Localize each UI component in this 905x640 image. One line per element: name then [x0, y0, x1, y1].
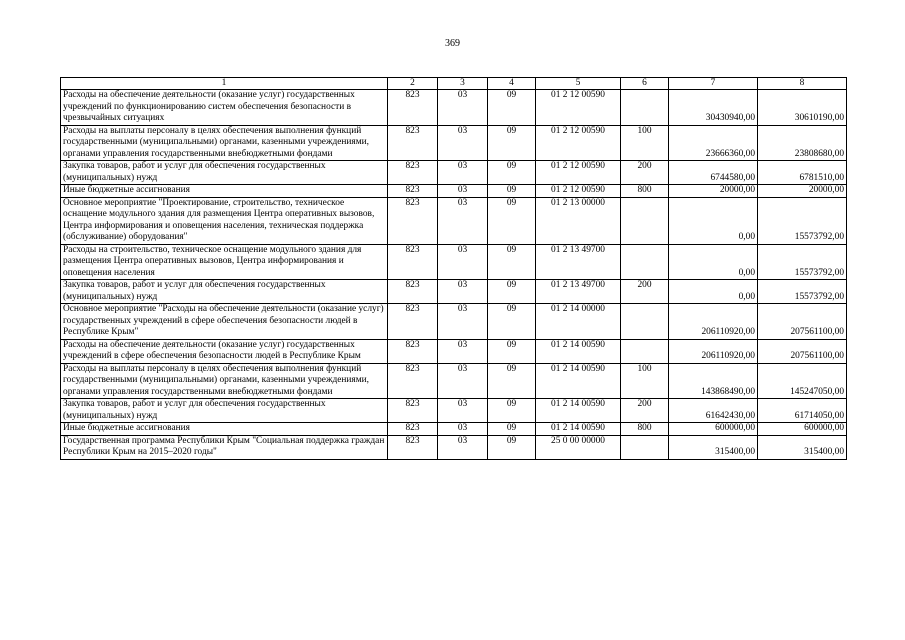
row-amount-7: 206110920,00	[669, 339, 758, 363]
table-row	[61, 435, 847, 459]
row-code-3: 03	[438, 399, 488, 423]
row-name: Основное мероприятие "Проектирование, строительство, техническое оснащение модульного здания для размещения Центра оперативных вызовов, Центра информирования и оповещения населения, техническая поддержка (обслуживание) оборудования"	[61, 197, 388, 244]
row-amount-7: 600000,00	[669, 423, 758, 436]
table-row	[61, 399, 847, 423]
row-code-4: 09	[488, 423, 536, 436]
row-amount-8: 600000,00	[758, 423, 847, 436]
row-code-3: 03	[438, 90, 488, 126]
row-name: Закупка товаров, работ и услуг для обеспечения государственных (муниципальных) нужд	[61, 399, 388, 423]
table-row	[61, 280, 847, 304]
row-code-4: 09	[488, 363, 536, 399]
row-amount-7: 0,00	[669, 244, 758, 280]
table-row	[61, 125, 847, 161]
row-amount-7: 61642430,00	[669, 399, 758, 423]
row-amount-8: 207561100,00	[758, 304, 847, 340]
row-name: Расходы на выплаты персоналу в целях обеспечения выполнения функций государственными (муниципальными) органами, казенными учреждениями, органами управления государственными внебюджетными фондами	[61, 363, 388, 399]
row-code-6: 800	[621, 423, 669, 436]
row-code-5: 25 0 00 00000	[536, 435, 621, 459]
row-code-3: 03	[438, 244, 488, 280]
row-code-2: 823	[388, 423, 438, 436]
row-code-3: 03	[438, 363, 488, 399]
row-amount-7: 315400,00	[669, 435, 758, 459]
row-code-4: 09	[488, 197, 536, 244]
row-code-6: 800	[621, 185, 669, 198]
row-code-6	[621, 197, 669, 244]
row-code-4: 09	[488, 125, 536, 161]
row-amount-7: 206110920,00	[669, 304, 758, 340]
row-amount-7: 30430940,00	[669, 90, 758, 126]
row-amount-8: 15573792,00	[758, 197, 847, 244]
row-code-2: 823	[388, 197, 438, 244]
table-row	[61, 339, 847, 363]
table-row	[61, 197, 847, 244]
row-code-4: 09	[488, 280, 536, 304]
row-code-5: 01 2 12 00590	[536, 90, 621, 126]
row-code-3: 03	[438, 125, 488, 161]
row-name: Расходы на выплаты персоналу в целях обеспечения выполнения функций государственными (муниципальными) органами, казенными учреждениями, органами управления государственными внебюджетными фондами	[61, 125, 388, 161]
row-code-3: 03	[438, 304, 488, 340]
row-code-6	[621, 244, 669, 280]
row-amount-8: 15573792,00	[758, 244, 847, 280]
row-code-5: 01 2 12 00590	[536, 161, 621, 185]
header-cell-2: 2	[388, 78, 438, 90]
row-name: Закупка товаров, работ и услуг для обеспечения государственных (муниципальных) нужд	[61, 161, 388, 185]
row-amount-7: 0,00	[669, 280, 758, 304]
row-code-2: 823	[388, 363, 438, 399]
row-code-5: 01 2 14 00590	[536, 423, 621, 436]
row-code-5: 01 2 13 49700	[536, 244, 621, 280]
row-code-6: 100	[621, 125, 669, 161]
row-code-5: 01 2 13 00000	[536, 197, 621, 244]
row-code-4: 09	[488, 435, 536, 459]
row-code-5: 01 2 14 00590	[536, 399, 621, 423]
row-code-2: 823	[388, 125, 438, 161]
row-code-3: 03	[438, 280, 488, 304]
row-code-6: 200	[621, 161, 669, 185]
row-amount-8: 30610190,00	[758, 90, 847, 126]
row-code-5: 01 2 13 49700	[536, 280, 621, 304]
page-number: 369	[445, 38, 460, 49]
row-code-4: 09	[488, 339, 536, 363]
row-amount-7: 23666360,00	[669, 125, 758, 161]
row-code-6	[621, 339, 669, 363]
row-code-6: 100	[621, 363, 669, 399]
row-code-4: 09	[488, 161, 536, 185]
table-row	[61, 423, 847, 436]
table-row	[61, 161, 847, 185]
header-cell-8: 8	[758, 78, 847, 90]
row-amount-8: 207561100,00	[758, 339, 847, 363]
table-row	[61, 304, 847, 340]
row-code-4: 09	[488, 90, 536, 126]
row-code-6	[621, 435, 669, 459]
row-name: Иные бюджетные ассигнования	[61, 185, 388, 198]
header-row	[61, 78, 847, 90]
budget-table	[60, 77, 847, 460]
row-name: Расходы на обеспечение деятельности (оказание услуг) государственных учреждений в сфере обеспечения безопасности людей в Республике Крым	[61, 339, 388, 363]
header-cell-3: 3	[438, 78, 488, 90]
row-code-2: 823	[388, 90, 438, 126]
row-code-5: 01 2 14 00590	[536, 363, 621, 399]
row-code-3: 03	[438, 339, 488, 363]
row-amount-8: 23808680,00	[758, 125, 847, 161]
header-cell-5: 5	[536, 78, 621, 90]
row-code-5: 01 2 14 00590	[536, 339, 621, 363]
row-code-6	[621, 90, 669, 126]
header-cell-1: 1	[61, 78, 388, 90]
row-code-2: 823	[388, 399, 438, 423]
row-amount-8: 145247050,00	[758, 363, 847, 399]
row-code-3: 03	[438, 197, 488, 244]
table-row	[61, 244, 847, 280]
row-code-6	[621, 304, 669, 340]
row-code-3: 03	[438, 423, 488, 436]
row-code-3: 03	[438, 161, 488, 185]
row-code-5: 01 2 12 00590	[536, 125, 621, 161]
table-row	[61, 90, 847, 126]
row-amount-8: 6781510,00	[758, 161, 847, 185]
row-amount-7: 6744580,00	[669, 161, 758, 185]
table-row	[61, 363, 847, 399]
row-name: Иные бюджетные ассигнования	[61, 423, 388, 436]
row-name: Основное мероприятие "Расходы на обеспечение деятельности (оказание услуг) государственных учреждений в сфере обеспечения безопасности людей в Республике Крым"	[61, 304, 388, 340]
row-code-6: 200	[621, 399, 669, 423]
row-code-4: 09	[488, 244, 536, 280]
header-cell-6: 6	[621, 78, 669, 90]
row-code-2: 823	[388, 161, 438, 185]
row-amount-7: 20000,00	[669, 185, 758, 198]
row-code-3: 03	[438, 185, 488, 198]
row-name: Закупка товаров, работ и услуг для обеспечения государственных (муниципальных) нужд	[61, 280, 388, 304]
table-row	[61, 185, 847, 198]
row-code-5: 01 2 12 00590	[536, 185, 621, 198]
row-amount-7: 0,00	[669, 197, 758, 244]
row-amount-7: 143868490,00	[669, 363, 758, 399]
row-code-3: 03	[438, 435, 488, 459]
row-code-5: 01 2 14 00000	[536, 304, 621, 340]
row-code-4: 09	[488, 399, 536, 423]
row-name: Расходы на обеспечение деятельности (оказание услуг) государственных учреждений по функционированию систем обеспечения безопасности в чрезвычайных ситуациях	[61, 90, 388, 126]
row-name: Государственная программа Республики Крым "Социальная поддержка граждан Республики Крым на 2015–2020 годы"	[61, 435, 388, 459]
row-code-2: 823	[388, 339, 438, 363]
row-code-2: 823	[388, 185, 438, 198]
row-code-4: 09	[488, 304, 536, 340]
row-code-2: 823	[388, 280, 438, 304]
row-code-2: 823	[388, 435, 438, 459]
row-code-6: 200	[621, 280, 669, 304]
row-code-2: 823	[388, 244, 438, 280]
header-cell-4: 4	[488, 78, 536, 90]
row-code-4: 09	[488, 185, 536, 198]
header-cell-7: 7	[669, 78, 758, 90]
row-name: Расходы на строительство, техническое оснащение модульного здания для размещения Центра оперативных вызовов, Центра информирования и оповещения населения	[61, 244, 388, 280]
row-amount-8: 20000,00	[758, 185, 847, 198]
row-amount-8: 61714050,00	[758, 399, 847, 423]
row-amount-8: 315400,00	[758, 435, 847, 459]
row-code-2: 823	[388, 304, 438, 340]
row-amount-8: 15573792,00	[758, 280, 847, 304]
